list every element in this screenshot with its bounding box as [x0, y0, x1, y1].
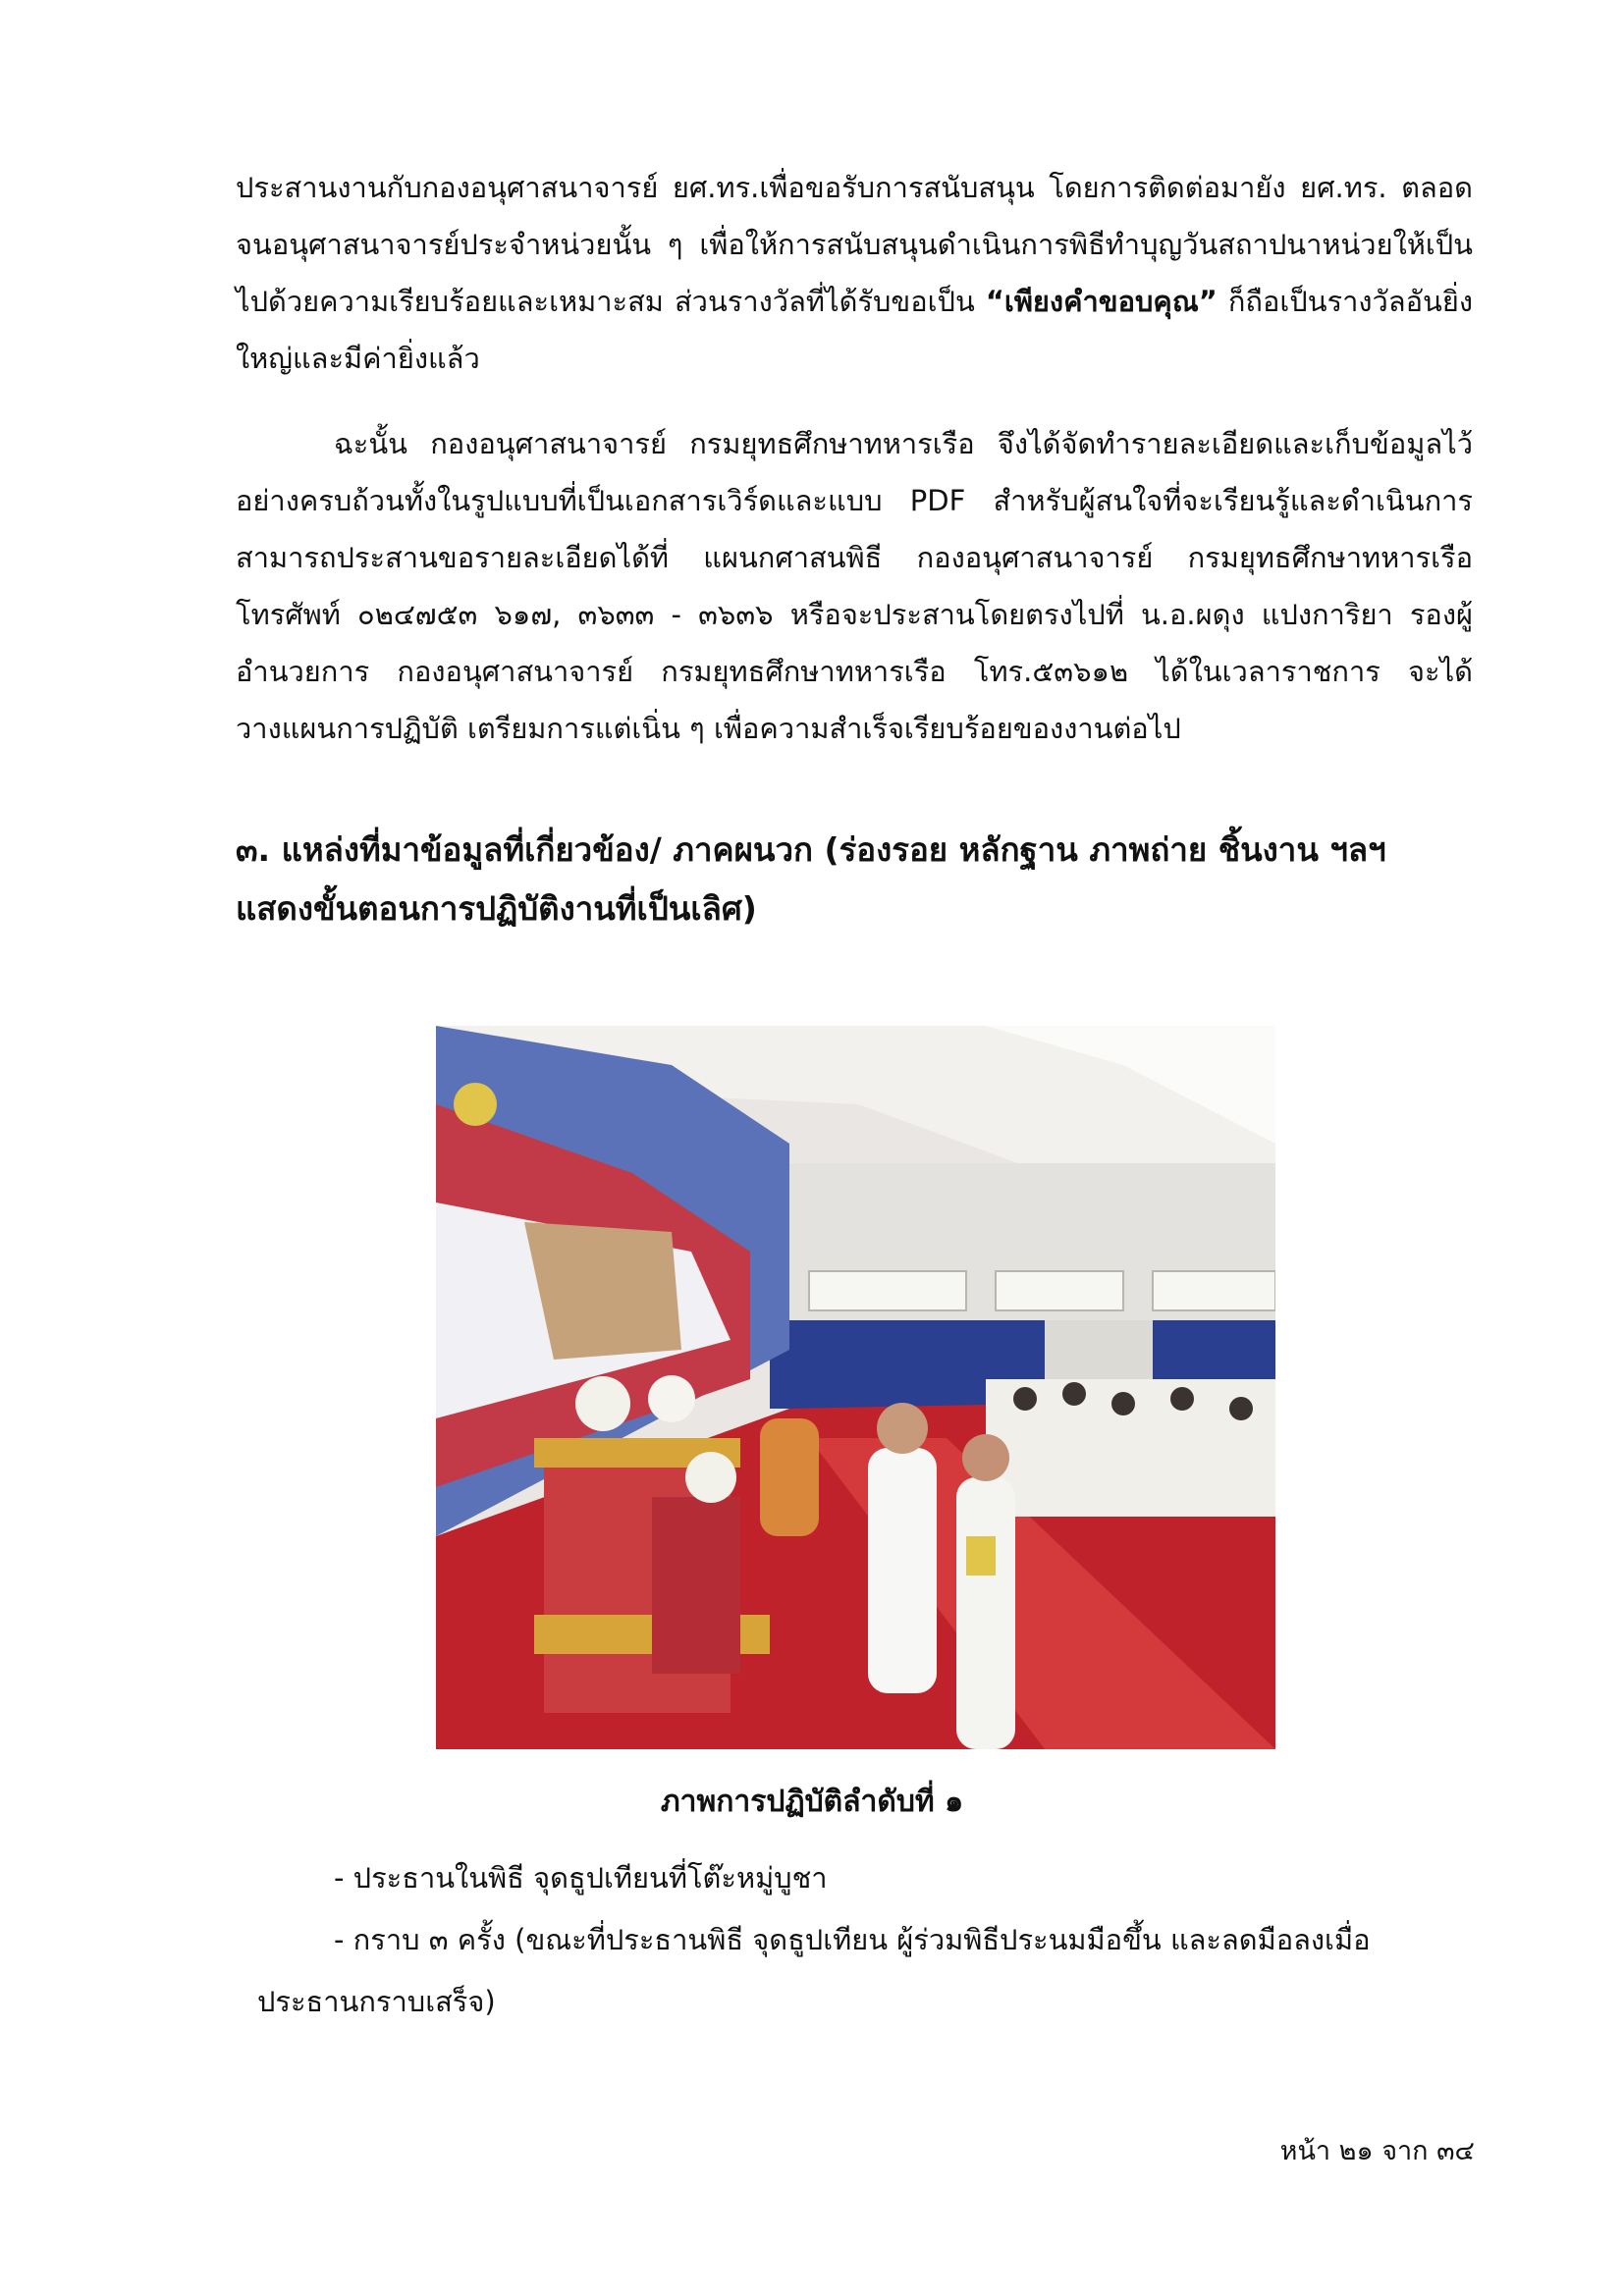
- body-paragraph-2: ฉะนั้น กองอนุศาสนาจารย์ กรมยุทธศึกษาทหารเรือ จึงได้จัดทำรายละเอียดและเก็บข้อมูลไว้อย่างครบถ้วนทั้งในรูปแบบที่เป็นเอกสารเวิร์ดและแบบ PDF สำหรับผู้สนใจที่จะเรียนรู้และดำเนินการ สามารถประสานขอรายละเอียดได้ที่ แผนกศาสนพิธี กองอนุศาสนาจารย์ กรมยุทธศึกษาทหารเรือ โทรศัพท์ ๐๒๔๗๕๓ ๖๑๗, ๓๖๓๓ - ๓๖๓๖ หรือจะประสานโดยตรงไปที่ น.อ.ผดุง แปงการิยา รองผู้อำนวยการ กองอนุศาสนาจารย์ กรมยุทธศึกษาทหารเรือ โทร.๕๓๖๑๒ ได้ในเวลาราชการ จะได้วางแผนการปฏิบัติ เตรียมการแต่เนิ่น ๆ เพื่อความสำเร็จเรียบร้อยของงานต่อไป: [236, 427, 1473, 745]
- body-paragraph-1: [236, 159, 1473, 387]
- para1-bold-quote: “เพียงคำขอบคุณ”: [985, 285, 1218, 318]
- bullet-item-2-continued: ประธานกราบเสร็จ): [257, 1985, 496, 2018]
- figure-caption: ภาพการปฏิบัติลำดับที่ ๑: [660, 1785, 964, 1819]
- para1-text-a: ประสานงานกับกองอนุศาสนาจารย์ ยศ.ทร.เพื่อขอรับการสนับสนุน โดยการติดต่อมายัง ยศ.ทร. ตลอดจนอนุศาสนาจารย์ประจำหน่วยนั้น ๆ เพื่อให้การสนับสนุนดำเนินการพิธีทำบุญวันสถาปนาหน่วยให้เป็นไปด้วยความเรียบร้อยและเหมาะสม ส่วนรางวัลที่ได้รับขอเป็น: [236, 171, 1473, 318]
- para1-text-b: ก็ถือเป็นรางวัลอันยิ่งใหญ่และมีค่ายิ่งแล้ว: [236, 285, 1473, 375]
- ceremony-photo-illustration: [436, 1026, 1275, 1749]
- bullet-item-2: - กราบ ๓ ครั้ง (ขณะที่ประธานพิธี จุดธูปเทียน ผู้ร่วมพิธีประนมมือขึ้น และลดมือลงเมื่อ: [334, 1923, 1371, 1956]
- section-heading: ๓. แหล่งที่มาข้อมูลที่เกี่ยวข้อง/ ภาคผนวก (ร่องรอย หลักฐาน ภาพถ่าย ชิ้นงาน ฯลฯ แสดงขั้นตอนการปฏิบัติงานที่เป็นเลิศ): [236, 830, 1386, 928]
- ceremony-photo: [436, 1026, 1275, 1749]
- bullet-item-1: - ประธานในพิธี จุดธูปเทียนที่โต๊ะหมู่บูชา: [334, 1861, 828, 1895]
- page-number: หน้า ๒๑ จาก ๓๔: [1279, 2136, 1475, 2166]
